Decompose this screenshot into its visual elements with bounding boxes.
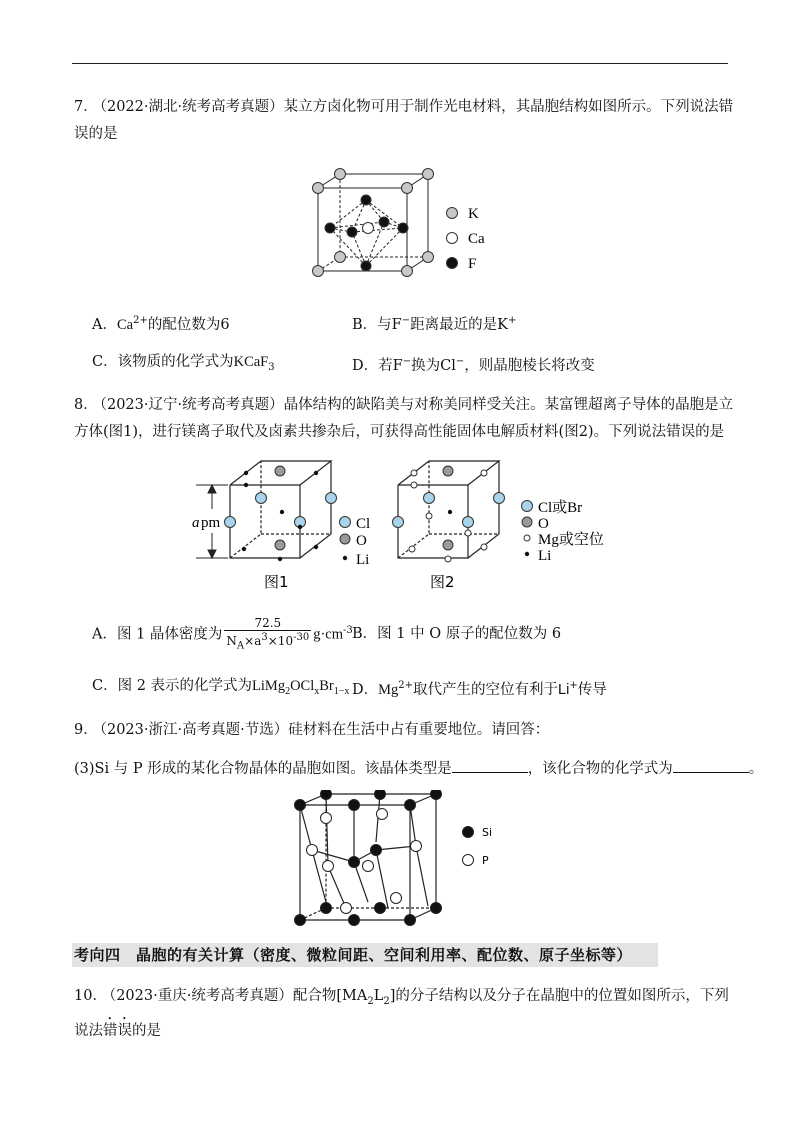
- question-9-part3: [74, 756, 764, 783]
- question-9-stem: [74, 717, 734, 744]
- q8-option-d[interactable]: [352, 676, 607, 700]
- formula: F: [392, 357, 403, 374]
- legend-ca-icon: [447, 233, 458, 244]
- question-text: （2022·湖北·统考高考真题）某立方卤化物可用于制作光电材料，其晶胞结构如图所示。下列说法错误的是: [74, 99, 734, 142]
- dimension-a-label: a: [192, 515, 200, 531]
- charge: +: [569, 680, 578, 691]
- formula-sub: 1−x: [333, 685, 350, 697]
- option-text: 换为: [411, 357, 441, 374]
- denominator-sub: A: [236, 640, 245, 652]
- formula: KCaF: [233, 354, 269, 370]
- subscript: 2: [383, 995, 390, 1007]
- formula-sub: 2: [285, 685, 291, 697]
- q7-option-c[interactable]: [92, 352, 275, 378]
- option-text: D．若: [352, 357, 393, 374]
- question-text: （2023·重庆·统考高考真题）配合物[MA: [108, 988, 368, 1004]
- legend-label: Si: [482, 826, 493, 839]
- header-rule: [72, 63, 728, 64]
- denominator-part: ×a: [244, 634, 262, 648]
- q8-crystal-figures: [186, 455, 626, 595]
- option-text: ，则晶胞棱长将改变: [464, 357, 595, 374]
- legend-li-icon: [343, 556, 347, 560]
- subscript: 3: [268, 361, 275, 373]
- charge: +: [507, 315, 517, 326]
- formula: [252, 678, 350, 697]
- option-text: 距离最近的是: [410, 316, 498, 333]
- legend-label: P: [482, 854, 489, 867]
- q8-option-c[interactable]: [92, 676, 349, 702]
- unit-sup: -3: [342, 624, 353, 636]
- question-7-stem: [74, 94, 734, 148]
- charge: −: [402, 356, 412, 367]
- emphasized-text: 错误: [103, 1022, 132, 1039]
- question-text: L: [373, 988, 384, 1004]
- formula-part: LiMg: [252, 678, 286, 694]
- formula: F: [391, 316, 402, 333]
- legend-label: Mg或空位: [538, 532, 604, 548]
- question-number: 10．: [74, 988, 107, 1004]
- question-number: 9．: [74, 722, 98, 738]
- charge: −: [401, 315, 411, 326]
- legend-o-icon: [522, 517, 532, 527]
- legend-o-icon: [340, 534, 350, 544]
- legend-k-icon: [447, 208, 458, 219]
- q9-si-p-crystal-figure: [288, 790, 508, 930]
- option-text: A．图 1 晶体密度为: [92, 626, 223, 643]
- option-text: 的配位数为6: [147, 316, 230, 333]
- charge: 2+: [398, 680, 414, 691]
- question-text: ，该化合物的化学式为: [527, 761, 673, 777]
- legend-label: Ca: [468, 231, 485, 247]
- legend-label: O: [538, 516, 549, 532]
- denominator-sup: -30: [293, 632, 310, 643]
- legend-si-icon: [463, 827, 474, 838]
- legend-cl-icon: [340, 517, 351, 528]
- question-10-stem: [74, 983, 734, 1045]
- figure-2-caption: 图2: [430, 573, 455, 591]
- formula-part: Br: [319, 678, 334, 694]
- legend-label: F: [468, 256, 477, 272]
- q7-option-a[interactable]: [92, 311, 230, 335]
- legend-label: Li: [538, 548, 552, 564]
- formula: Mg: [378, 681, 399, 698]
- question-text: （2023·浙江·高考真题·节选）硅材料在生活中占有重要地位。请回答：: [99, 722, 550, 738]
- question-number: 7．: [74, 99, 98, 115]
- legend-label: Cl或Br: [538, 500, 583, 516]
- formula-part: OCl: [290, 678, 315, 694]
- figure-1-caption: 图1: [264, 573, 289, 591]
- formula: Ca: [116, 316, 134, 333]
- question-text: 。: [748, 761, 764, 777]
- question-text: （2023·辽宁·统考高考真题）晶体结构的缺陷美与对称美同样受关注。某富锂超离子导体的晶胞是立方体(图1)，进行镁离子取代及卤素共掺杂后，可获得高性能固体电解质材料(图2)。下列说法错误的是: [74, 397, 734, 440]
- legend-label: Li: [356, 552, 370, 568]
- question-text: 的是: [132, 1022, 161, 1039]
- q8-option-a[interactable]: [92, 616, 353, 653]
- legend-p-icon: [463, 855, 474, 866]
- q7-crystal-figure: [300, 166, 510, 284]
- formula: Li: [558, 681, 570, 698]
- subscript: 2: [367, 995, 374, 1007]
- option-text: C．图 2 表示的化学式为: [92, 678, 253, 694]
- legend-label: O: [356, 533, 367, 549]
- option-text: 取代产生的空位有利于: [413, 681, 559, 698]
- legend-label: Cl: [356, 516, 371, 532]
- legend-f-icon: [447, 258, 458, 269]
- legend-label: K: [468, 206, 479, 222]
- legend-li-icon: [525, 552, 529, 556]
- question-text: (3)Si 与 P 形成的某化合物晶体的晶胞如图。该晶体类型是: [74, 761, 452, 777]
- denominator: [224, 631, 311, 653]
- question-number: 8．: [74, 397, 98, 413]
- unit: g·cm: [313, 626, 343, 643]
- answer-blank-crystal-type[interactable]: [452, 758, 528, 773]
- option-text: B．图 1 中 O 原子的配位数为 6: [352, 626, 562, 642]
- q7-option-b[interactable]: [352, 311, 516, 335]
- q8-option-b[interactable]: [352, 624, 561, 644]
- answer-blank-formula[interactable]: [673, 758, 749, 773]
- q7-option-d[interactable]: [352, 352, 595, 376]
- option-text: D．: [352, 681, 379, 698]
- denominator-part: ×10: [267, 634, 294, 648]
- denominator-part: N: [226, 634, 237, 648]
- numerator: 72.5: [224, 616, 311, 631]
- option-text: 传导: [577, 681, 607, 698]
- option-text: C．该物质的化学式为: [92, 354, 234, 370]
- legend-cl-br-icon: [522, 501, 533, 512]
- denominator-sup: 3: [261, 632, 268, 643]
- charge: 2+: [133, 315, 148, 326]
- legend-mg-vacancy-icon: [524, 535, 530, 541]
- formula-sub: x: [314, 685, 320, 697]
- density-fraction: [224, 616, 311, 653]
- question-8-stem: [74, 392, 734, 446]
- question-text: ]的分子结构以及分子在晶胞中的位置如图所示，下列说法: [74, 988, 729, 1039]
- formula: K: [497, 316, 508, 333]
- option-text: B．与: [352, 316, 392, 333]
- option-letter: A．: [92, 316, 117, 333]
- charge: −: [455, 356, 465, 367]
- formula: Cl: [440, 357, 456, 374]
- section-heading: 考向四 晶胞的有关计算（密度、微粒间距、空间利用率、配位数、原子坐标等）: [72, 943, 658, 967]
- dimension-unit-label: pm: [201, 515, 221, 531]
